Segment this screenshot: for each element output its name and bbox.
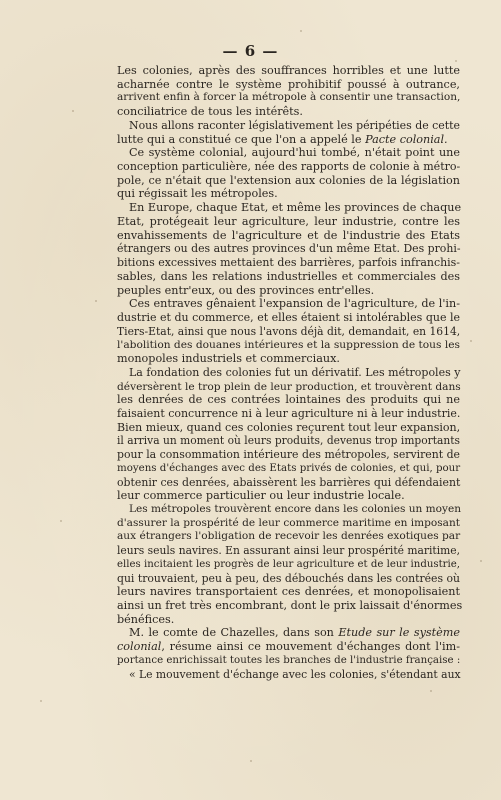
text-line: portance enrichissait toutes les branches de l'industrie française :: [117, 654, 461, 666]
text-line: bitions excessives mettaient des barrières, parfois infranchis-: [117, 256, 460, 270]
text-line: conception particulière, née des rapports de colonie à métro-: [117, 160, 461, 174]
text-line: il arriva un moment où leurs produits, devenus trop importants: [117, 434, 460, 448]
text-line: M. le comte de Chazelles, dans son Etude sur le système: [129, 626, 460, 640]
text-line: leur commerce particulier ou leur industrie locale.: [117, 489, 405, 503]
paper-speck: [250, 760, 252, 762]
paper-speck: [60, 520, 62, 522]
text-line: leurs seuls navires. En assurant ainsi leur prospérité maritime,: [117, 544, 460, 558]
text-line: La fondation des colonies fut un dérivatif. Les métropoles y: [129, 365, 461, 379]
text-line: moyens d'échanges avec des Etats privés de colonies, et qui, pour: [117, 461, 461, 474]
text-line: elles incitaient les progrès de leur agriculture et de leur industrie,: [117, 558, 460, 570]
text-line: faisaient concurrence ni à leur agriculture ni à leur industrie.: [117, 406, 461, 420]
text-line: les denrées de ces contrées lointaines des produits qui ne: [117, 393, 460, 407]
text-line: bénéfices.: [117, 612, 175, 626]
text-line: d'assurer la prospérité de leur commerce maritime en imposant: [117, 516, 460, 529]
text-line: aux étrangers l'obligation de recevoir les denrées exotiques par: [117, 530, 461, 543]
text-line: colonial, résume ainsi ce mouvement d'échanges dont l'im-: [117, 640, 460, 654]
text-line: peuples entr'eux, ou des provinces entr'elles.: [117, 283, 375, 297]
text-line: obtenir ces denrées, abaissèrent les barrières qui défendaient: [117, 475, 461, 489]
paper-speck: [480, 560, 482, 562]
text-line: qui régissait les métropoles.: [117, 187, 278, 201]
text-line: lutte qui a constitué ce que l'on a appelé le Pacte colonial.: [117, 132, 448, 146]
text-line: envahissements de l'agriculture et de l'industrie des Etats: [117, 228, 460, 242]
text-line: l'abolition des douanes intérieures et la suppression de tous les: [117, 338, 460, 352]
paper-speck: [470, 340, 472, 342]
text-line: Nous allons raconter législativement les péripéties de cette: [129, 118, 461, 132]
paper-speck: [430, 690, 432, 692]
text-line: Les métropoles trouvèrent encore dans les colonies un moyen: [129, 503, 461, 515]
paper-speck: [95, 300, 97, 302]
page-number: — 6 —: [222, 42, 279, 60]
text-line: conciliatrice de tous les intérêts.: [117, 105, 303, 119]
text-line: Etat, protégeait leur agriculture, leur industrie, contre les: [117, 214, 460, 228]
text-line: Bien mieux, quand ces colonies reçurent tout leur expansion,: [117, 420, 461, 434]
text-line: acharnée contre le système prohibitif poussé à outrance,: [117, 77, 460, 91]
body-text: [117, 64, 463, 681]
text-line: En Europe, chaque Etat, et même les provinces de chaque: [129, 201, 462, 215]
paper-speck: [40, 700, 42, 702]
text-line: pour la consommation intérieure des métropoles, servirent de: [117, 448, 460, 462]
text-line: ainsi un fret très encombrant, dont le prix laissait d'énormes: [117, 599, 463, 613]
paper-speck: [300, 30, 302, 32]
text-line: Les colonies, après des souffrances horribles et une lutte: [117, 64, 460, 77]
text-line: étrangers ou des autres provinces d'un même Etat. Des prohi-: [117, 242, 461, 256]
text-line: leurs navires transportaient ces denrées, et monopolisaient: [117, 585, 460, 599]
text-line: qui trouvaient, peu à peu, des débouchés dans les contrées où: [117, 571, 460, 585]
text-line: arrivent enfin à forcer la métropole à consentir une transaction,: [117, 91, 461, 104]
text-line: « Le mouvement d'échange avec les colonies, s'étendant aux: [129, 667, 461, 681]
text-line: Ces entraves gênaient l'expansion de l'agriculture, de l'in-: [129, 297, 460, 311]
text-line: Tiers-Etat, ainsi que nous l'avons déjà dit, demandait, en 1614,: [117, 324, 461, 338]
text-line: dustrie et du commerce, et elles étaient si intolérables que le: [117, 310, 460, 324]
paper-speck: [72, 110, 74, 112]
paper-speck: [455, 60, 457, 62]
text-line: sables, dans les relations industrielles et commerciales des: [117, 269, 460, 283]
text-line: Ce système colonial, aujourd'hui tombé, n'était point une: [129, 146, 460, 160]
text-line: déversèrent le trop plein de leur production, et trouvèrent dans: [117, 379, 461, 393]
text-line: monopoles industriels et commerciaux.: [117, 352, 340, 366]
text-line: pole, ce n'était que l'extension aux colonies de la législation: [117, 173, 460, 187]
